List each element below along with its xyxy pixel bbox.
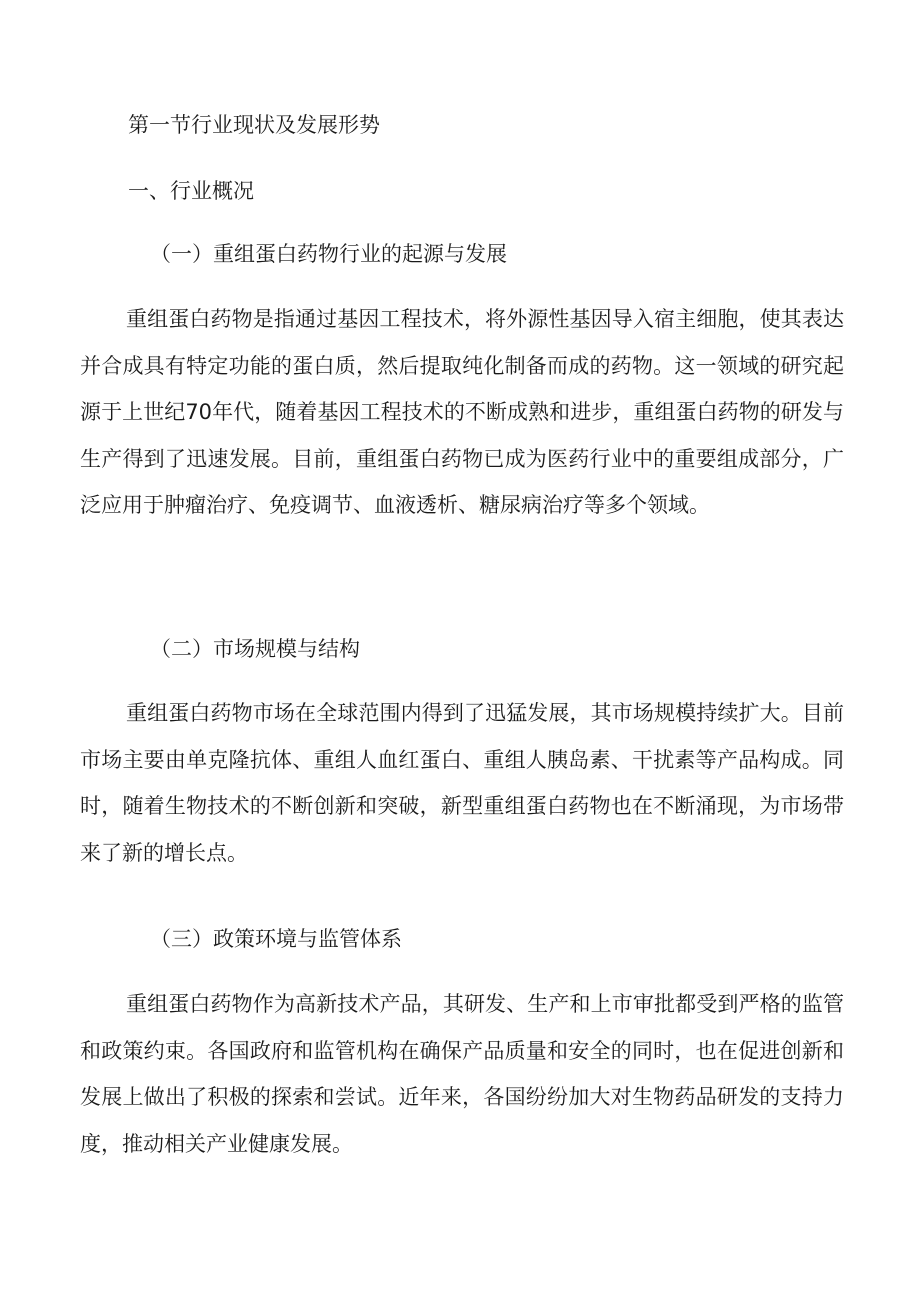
paragraph-policy-regulation: 重组蛋白药物作为高新技术产品，其研发、生产和上市审批都受到严格的监管和政策约束。各国政府和监管机构在确保产品质量和安全的同时，也在促进创新和发展上做出了积极的探索和尝试。近年来，各国纷纷加大对生物药品研发的支持力度，推动相关产业健康发展。	[80, 992, 844, 1156]
heading-policy-regulation: （三）政策环境与监管体系	[150, 927, 402, 951]
paragraph-origin-development: 重组蛋白药物是指通过基因工程技术，将外源性基因导入宿主细胞，使其表达并合成具有特定功能的蛋白质，然后提取纯化制备而成的药物。这一领域的研究起源于上世纪70年代，随着基因工程技术的不断成熟和进步，重组蛋白药物的研发与生产得到了迅速发展。目前，重组蛋白药物已成为医药行业中的重要组成部分，广泛应用于肿瘤治疗、免疫调节、血液透析、糖尿病治疗等多个领域。	[80, 307, 844, 517]
subsection-heading: 一、行业概况	[128, 179, 254, 203]
paragraph-market-scale: 重组蛋白药物市场在全球范围内得到了迅猛发展，其市场规模持续扩大。目前市场主要由单克隆抗体、重组人血红蛋白、重组人胰岛素、干扰素等产品构成。同时，随着生物技术的不断创新和突破，新型重组蛋白药物也在不断涌现，为市场带来了新的增长点。	[80, 701, 844, 865]
heading-origin-development: （一）重组蛋白药物行业的起源与发展	[150, 242, 507, 266]
section-heading: 第一节行业现状及发展形势	[128, 113, 380, 137]
heading-market-scale: （二）市场规模与结构	[150, 637, 360, 661]
